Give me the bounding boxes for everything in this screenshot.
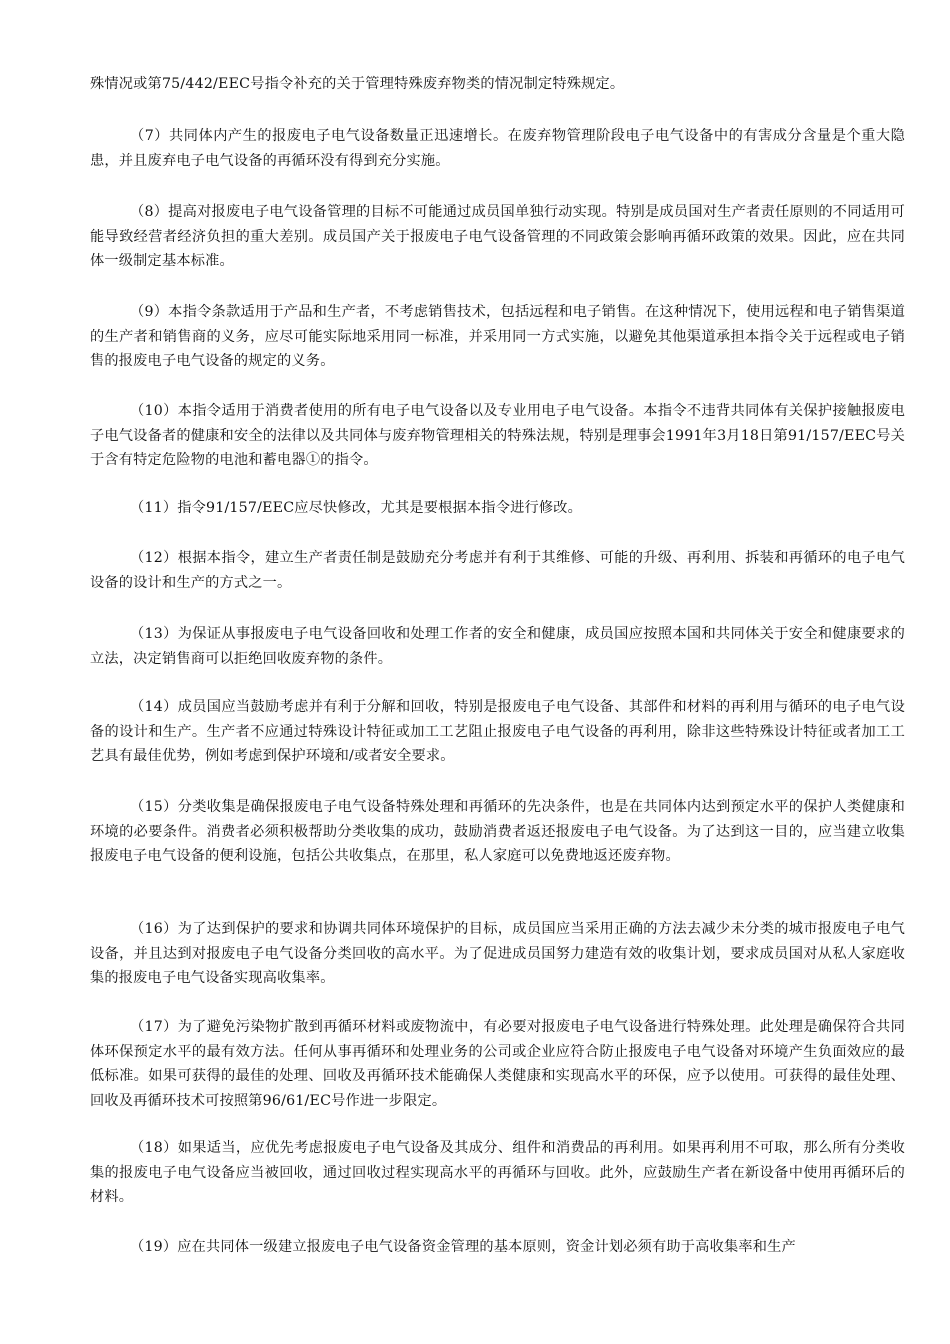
paragraph-15: （15）分类收集是确保报废电子电气设备特殊处理和再循环的先决条件，也是在共同体内达到预定水平的保护人类健康和环境的必要条件。消费者必须积极帮助分类收集的成功，鼓励消费者返还报废电子电气设备。为了达到这一目的，应当建立收集报废电子电气设备的便利设施，包括公共收集点，在那里，私人家庭可以免费地返还废弃物。	[90, 799, 905, 864]
paragraph-continuation: 殊情况或第75/442/EEC号指令补充的关于管理特殊废弃物类的情况制定特殊规定。	[90, 76, 625, 92]
paragraph-18: （18）如果适当，应优先考虑报废电子电气设备及其成分、组件和消费品的再利用。如果再利用不可取，那么所有分类收集的报废电子电气设备应当被回收，通过回收过程实现高水平的再循环与回收。此外，应鼓励生产者在新设备中使用再循环后的材料。	[90, 1140, 905, 1205]
paragraph-7: （7）共同体内产生的报废电子电气设备数量正迅速增长。在废弃物管理阶段电子电气设备中的有害成分含量是个重大隐患，并且废弃电子电气设备的再循环没有得到充分实施。	[90, 128, 905, 169]
paragraph-11: （11）指令91/157/EEC应尽快修改，尤其是要根据本指令进行修改。	[130, 500, 583, 516]
paragraph-10: （10）本指令适用于消费者使用的所有电子电气设备以及专业用电子电气设备。本指令不违背共同体有关保护接触报废电子电气设备者的健康和安全的法律以及共同体与废弃物管理相关的特殊法规，特别是理事会1991年3月18日第91/157/EEC号关于含有特定危险物的电池和蓄电器①的指令。	[90, 403, 905, 468]
paragraph-8: （8）提高对报废电子电气设备管理的目标不可能通过成员国单独行动实现。特别是成员国对生产者责任原则的不同适用可能导致经营者经济负担的重大差别。成员国产关于报废电子电气设备管理的不同政策会影响再循环政策的效果。因此，应在共同体一级制定基本标准。	[90, 204, 905, 269]
paragraph-9: （9）本指令条款适用于产品和生产者，不考虑销售技术，包括远程和电子销售。在这种情况下，使用远程和电子销售渠道的生产者和销售商的义务，应尽可能实际地采用同一标准，并采用同一方式实施，以避免其他渠道承担本指令关于远程或电子销售的报废电子电气设备的规定的义务。	[90, 304, 905, 369]
paragraph-17: （17）为了避免污染物扩散到再循环材料或废物流中，有必要对报废电子电气设备进行特殊处理。此处理是确保符合共同体环保预定水平的最有效方法。任何从事再循环和处理业务的公司或企业应符合防止报废电子电气设备对环境产生负面效应的最低标准。如果可获得的最佳的处理、回收及再循环技术能确保人类健康和实现高水平的环保，应予以使用。可获得的最佳处理、回收及再循环技术可按照第96/61/EC号作进一步限定。	[90, 1019, 905, 1109]
paragraph-19: （19）应在共同体一级建立报废电子电气设备资金管理的基本原则，资金计划必须有助于高收集率和生产	[130, 1239, 796, 1255]
paragraph-14: （14）成员国应当鼓励考虑并有利于分解和回收，特别是报废电子电气设备、其部件和材料的再利用与循环的电子电气设备的设计和生产。生产者不应通过特殊设计特征或加工工艺阻止报废电子电气设备的再利用，除非这些特殊设计特征或者加工工艺具有最佳优势，例如考虑到保护环境和/或者安全要求。	[90, 699, 905, 764]
paragraph-16: （16）为了达到保护的要求和协调共同体环境保护的目标，成员国应当采用正确的方法去减少未分类的城市报废电子电气设备，并且达到对报废电子电气设备分类回收的高水平。为了促进成员国努力建造有效的收集计划，要求成员国对从私人家庭收集的报废电子电气设备实现高收集率。	[90, 921, 905, 986]
paragraph-13: （13）为保证从事报废电子电气设备回收和处理工作者的安全和健康，成员国应按照本国和共同体关于安全和健康要求的立法，决定销售商可以拒绝回收废弃物的条件。	[90, 626, 905, 667]
paragraph-12: （12）根据本指令，建立生产者责任制是鼓励充分考虑并有利于其维修、可能的升级、再利用、拆装和再循环的电子电气设备的设计和生产的方式之一。	[90, 550, 905, 591]
